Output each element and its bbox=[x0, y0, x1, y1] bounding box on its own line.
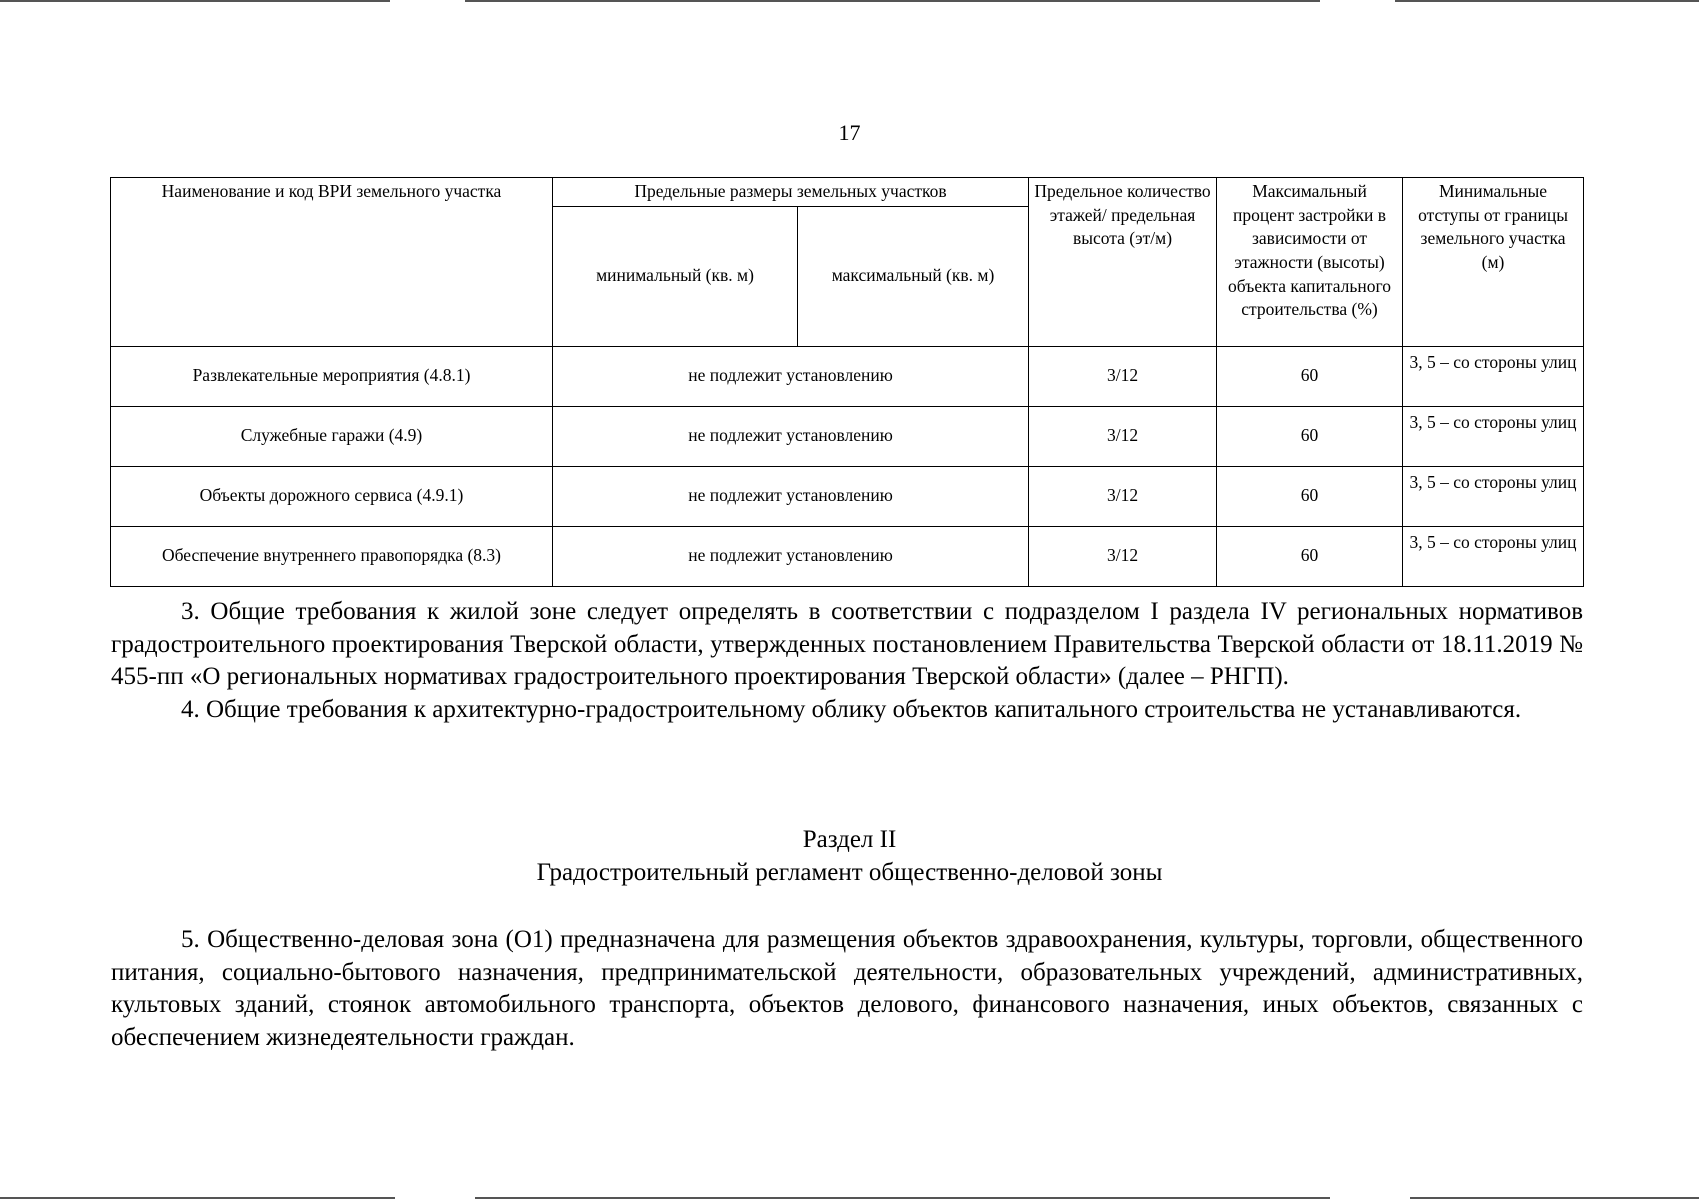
paragraph-5: 5. Общественно-деловая зона (О1) предназначена для размещения объектов здравоохранения, культуры, торговли, общественного питания, социально-бытового назначения, предпринимательской деятельности, образовательных учреждений, административных, культовых зданий, стоянок автомобильного транспорта, объектов делового, финансового назначения, иных объектов, связанных с обеспечением жизнедеятельности граждан. bbox=[111, 926, 1583, 1051]
paragraphs-3-4 bbox=[111, 596, 1583, 726]
table-row bbox=[111, 526, 1584, 586]
scan-edge-bottom-right bbox=[1410, 1197, 1699, 1199]
cell-coverage: 60 bbox=[1217, 466, 1403, 526]
cell-offsets: 3, 5 – со стороны улиц bbox=[1403, 526, 1584, 586]
header-size-group: Предельные размеры земельных участков bbox=[553, 178, 1029, 207]
cell-offsets: 3, 5 – со стороны улиц bbox=[1403, 406, 1584, 466]
header-max: максимальный (кв. м) bbox=[798, 206, 1029, 346]
cell-coverage: 60 bbox=[1217, 346, 1403, 406]
header-min: минимальный (кв. м) bbox=[553, 206, 798, 346]
cell-size: не подлежит установлению bbox=[553, 526, 1029, 586]
section-title: Градостроительный регламент общественно-деловой зоны bbox=[536, 859, 1163, 886]
scan-edge-bottom-left bbox=[0, 1197, 395, 1199]
cell-floors: 3/12 bbox=[1029, 466, 1217, 526]
cell-name: Развлекательные мероприятия (4.8.1) bbox=[111, 346, 553, 406]
cell-offsets: 3, 5 – со стороны улиц bbox=[1403, 346, 1584, 406]
header-floors: Предельное количество этажей/ предельная высота (эт/м) bbox=[1029, 178, 1217, 347]
paragraph-5-block bbox=[111, 924, 1583, 1054]
scan-edge-top-center bbox=[465, 0, 1320, 2]
cell-offsets: 3, 5 – со стороны улиц bbox=[1403, 466, 1584, 526]
table-row bbox=[111, 406, 1584, 466]
cell-floors: 3/12 bbox=[1029, 346, 1217, 406]
regulation-table bbox=[110, 177, 1584, 587]
paragraph-4: 4. Общие требования к архитектурно-градостроительному облику объектов капитального строительства не устанавливаются. bbox=[181, 695, 1522, 723]
header-coverage: Максимальный процент застройки в зависимости от этажности (высоты) объекта капитального строительства (%) bbox=[1217, 178, 1403, 347]
table-row bbox=[111, 346, 1584, 406]
cell-coverage: 60 bbox=[1217, 406, 1403, 466]
cell-coverage: 60 bbox=[1217, 526, 1403, 586]
cell-size: не подлежит установлению bbox=[553, 466, 1029, 526]
cell-name: Обеспечение внутреннего правопорядка (8.3) bbox=[111, 526, 553, 586]
cell-name: Служебные гаражи (4.9) bbox=[111, 406, 553, 466]
paragraph-3: 3. Общие требования к жилой зоне следует определять в соответствии с подразделом I раздела IV региональных нормативов градостроительного проектирования Тверской области, утвержденных постановлением Правительства Тверской области от 18.11.2019 № 455-пп «О региональных нормативах градостроительного проектирования Тверской области» (далее – РНГП). bbox=[111, 598, 1583, 690]
cell-floors: 3/12 bbox=[1029, 526, 1217, 586]
scan-edge-bottom-center bbox=[475, 1197, 1330, 1199]
cell-name: Объекты дорожного сервиса (4.9.1) bbox=[111, 466, 553, 526]
cell-size: не подлежит установлению bbox=[553, 406, 1029, 466]
scan-edge-top-left bbox=[0, 0, 390, 2]
cell-size: не подлежит установлению bbox=[553, 346, 1029, 406]
header-offsets: Минимальные отступы от границы земельного участка (м) bbox=[1403, 178, 1584, 347]
section-label: Раздел II bbox=[802, 826, 897, 853]
page-number: 17 bbox=[838, 120, 861, 145]
table-row bbox=[111, 466, 1584, 526]
cell-floors: 3/12 bbox=[1029, 406, 1217, 466]
section-heading bbox=[0, 823, 1699, 889]
header-name: Наименование и код ВРИ земельного участка bbox=[111, 178, 553, 347]
scan-edge-top-right bbox=[1395, 0, 1699, 2]
